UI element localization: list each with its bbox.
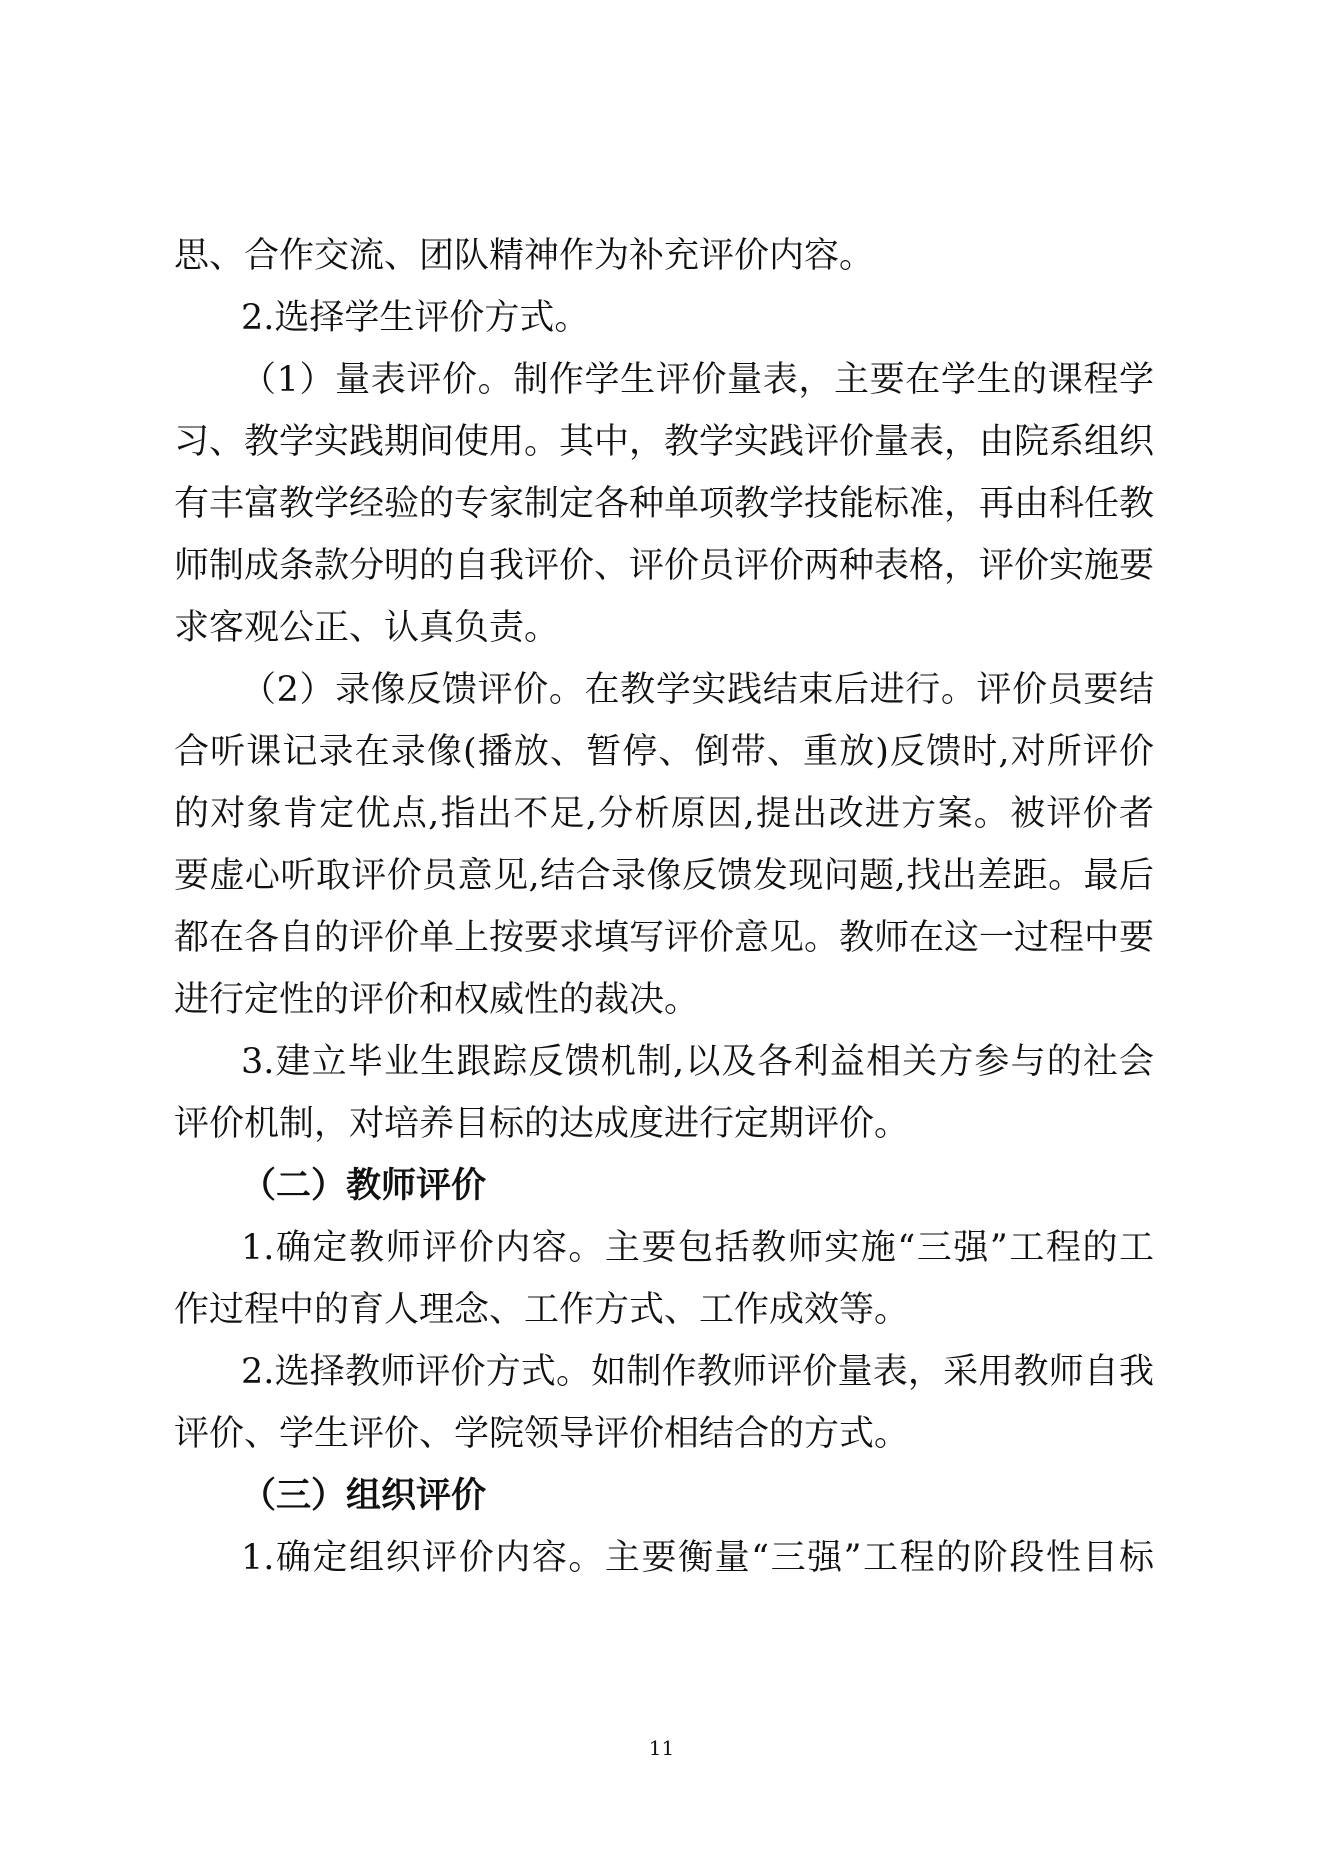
- paragraph-line: 习、教学实践期间使用。其中，教学实践评价量表，由院系组织: [174, 422, 1155, 462]
- list-item: 2.选择学生评价方式。: [241, 298, 590, 338]
- page-number: 11: [648, 1736, 675, 1760]
- paragraph-line: 有丰富教学经验的专家制定各种单项教学技能标准，再由科任教: [174, 484, 1155, 524]
- paragraph-line: （1）量表评价。制作学生评价量表，主要在学生的课程学: [241, 360, 1154, 400]
- section-heading-teacher-evaluation: （二）教师评价: [241, 1165, 487, 1206]
- paragraph-line: 都在各自的评价单上按要求填写评价意见。教师在这一过程中要: [174, 918, 1155, 958]
- paragraph-line: 作过程中的育人理念、工作方式、工作成效等。: [174, 1290, 910, 1330]
- paragraph-line: 的对象肯定优点,指出不足,分析原因,提出改进方案。被评价者: [174, 794, 1154, 834]
- section-heading-organization-evaluation: （三）组织评价: [241, 1475, 487, 1516]
- paragraph-line: 求客观公正、认真负责。: [174, 608, 560, 648]
- paragraph-line: 1.确定组织评价内容。主要衡量“三强”工程的阶段性目标: [241, 1538, 1154, 1578]
- text-line: 思、合作交流、团队精神作为补充评价内容。: [174, 236, 875, 276]
- paragraph-line: 要虚心听取评价员意见,结合录像反馈发现问题,找出差距。最后: [174, 856, 1154, 896]
- paragraph-line: 评价机制，对培养目标的达成度进行定期评价。: [174, 1104, 910, 1144]
- paragraph-line: 1.确定教师评价内容。主要包括教师实施“三强”工程的工: [241, 1228, 1154, 1268]
- paragraph-line: 2.选择教师评价方式。如制作教师评价量表，采用教师自我: [241, 1352, 1154, 1392]
- paragraph-line: 合听课记录在录像(播放、暂停、倒带、重放)反馈时,对所评价: [174, 732, 1154, 772]
- paragraph-line: 评价、学生评价、学院领导评价相结合的方式。: [174, 1414, 910, 1454]
- paragraph-line: （2）录像反馈评价。在教学实践结束后进行。评价员要结: [241, 670, 1154, 710]
- paragraph-line: 师制成条款分明的自我评价、评价员评价两种表格，评价实施要: [174, 546, 1155, 586]
- paragraph-line: 进行定性的评价和权威性的裁决。: [174, 980, 700, 1020]
- paragraph-line: 3.建立毕业生跟踪反馈机制,以及各利益相关方参与的社会: [241, 1042, 1154, 1082]
